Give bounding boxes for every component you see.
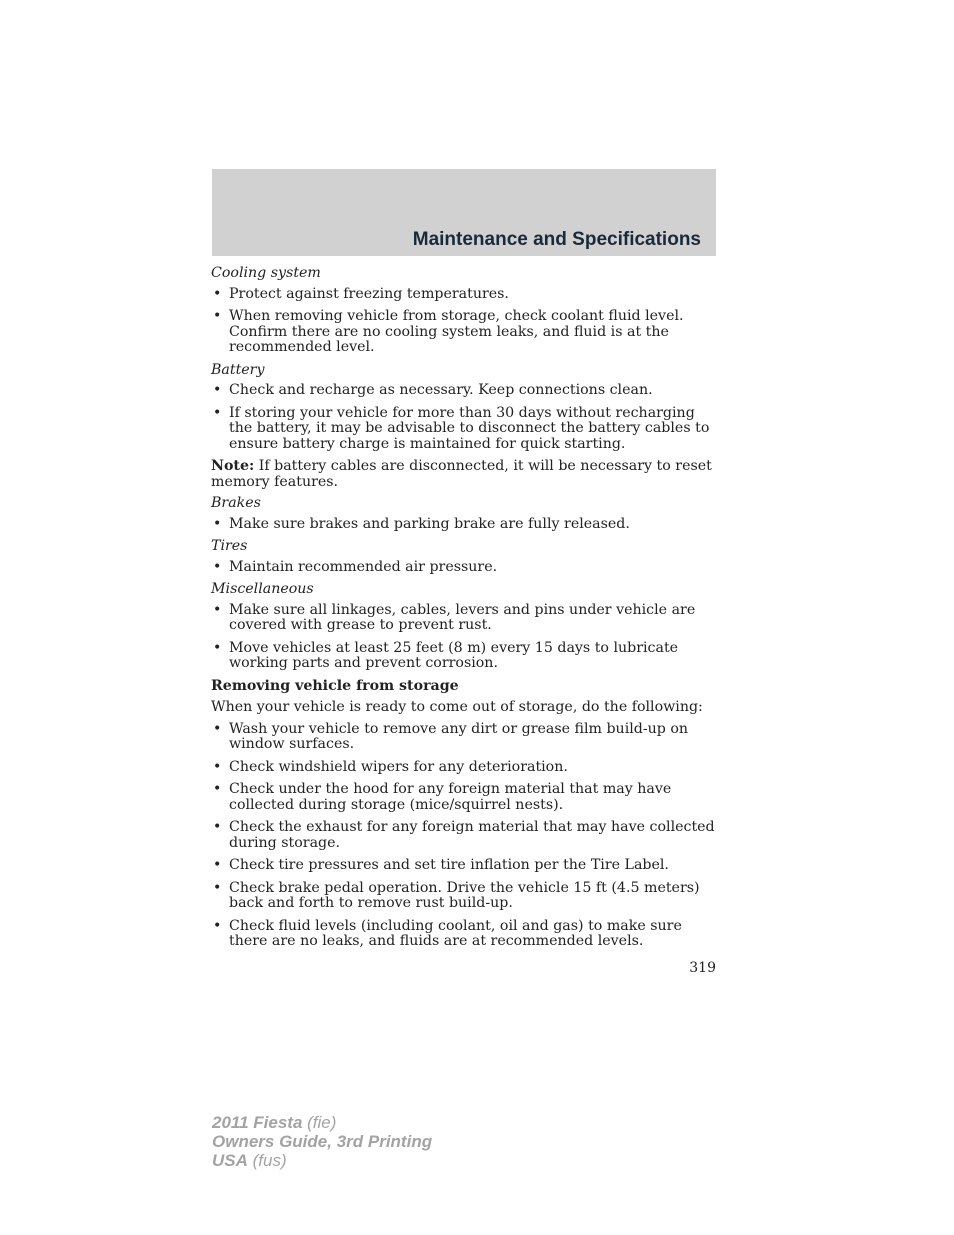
list-item: • Check fluid levels (including coolant, oil and gas) to make sure there are no leaks, and fluids are at recommended levels. xyxy=(211,919,717,950)
brakes-list xyxy=(211,517,717,533)
battery-list xyxy=(211,383,717,452)
misc-heading: Miscellaneous xyxy=(211,581,314,597)
removing-list xyxy=(211,722,717,950)
list-item: • Check and recharge as necessary. Keep connections clean. xyxy=(211,383,717,399)
footer-line-2 xyxy=(212,1132,432,1151)
footer-market: USA xyxy=(212,1151,248,1170)
list-item: • Check the exhaust for any foreign material that may have collected during storage. xyxy=(211,820,717,851)
list-item: • Make sure brakes and parking brake are fully released. xyxy=(211,517,717,533)
list-item: • Make sure all linkages, cables, levers and pins under vehicle are covered with grease to prevent rust. xyxy=(211,603,717,634)
note-label: Note: xyxy=(211,458,255,474)
list-item: • Check brake pedal operation. Drive the vehicle 15 ft (4.5 meters) back and forth to remove rust build-up. xyxy=(211,881,717,912)
page-number: 319 xyxy=(689,960,716,976)
cooling-heading: Cooling system xyxy=(211,265,321,281)
list-item: • If storing your vehicle for more than 30 days without recharging the battery, it may be advisable to disconnect the battery cables to ensure battery charge is maintained for quick starting. xyxy=(211,406,717,453)
list-item: • Check windshield wipers for any deterioration. xyxy=(211,760,717,776)
list-item: • When removing vehicle from storage, check coolant fluid level. Confirm there are no cooling system leaks, and fluid is at the recommended level. xyxy=(211,309,717,356)
removing-heading: Removing vehicle from storage xyxy=(211,677,459,694)
cooling-list xyxy=(211,287,717,356)
list-item: • Maintain recommended air pressure. xyxy=(211,560,717,576)
list-item: • Protect against freezing temperatures. xyxy=(211,287,717,303)
footer-guide: Owners Guide, 3rd Printing xyxy=(212,1132,433,1151)
battery-heading: Battery xyxy=(211,361,265,378)
brakes-heading: Brakes xyxy=(211,495,261,511)
tires-list xyxy=(211,560,717,576)
section-title: Maintenance and Specifications xyxy=(412,229,701,250)
footer-market-code: (fus) xyxy=(247,1151,287,1170)
document-footer xyxy=(212,1113,432,1170)
section-header-band xyxy=(212,169,716,256)
footer-model-code: (fie) xyxy=(302,1113,337,1132)
page-content xyxy=(211,266,717,957)
misc-list xyxy=(211,603,717,672)
footer-line-3 xyxy=(212,1151,432,1170)
tires-heading: Tires xyxy=(211,538,248,554)
list-item: • Wash your vehicle to remove any dirt or grease film build-up on window surfaces. xyxy=(211,722,717,753)
list-item: • Check tire pressures and set tire inflation per the Tire Label. xyxy=(211,858,717,874)
list-item: • Move vehicles at least 25 feet (8 m) every 15 days to lubricate working parts and prevent corrosion. xyxy=(211,641,717,672)
note-text: If battery cables are disconnected, it will be necessary to reset memory features. xyxy=(211,458,712,490)
list-item: • Check under the hood for any foreign material that may have collected during storage (mice/squirrel nests). xyxy=(211,782,717,813)
battery-note xyxy=(211,459,717,490)
footer-line-1 xyxy=(212,1113,432,1132)
footer-model: 2011 Fiesta xyxy=(212,1113,303,1132)
removing-intro: When your vehicle is ready to come out of storage, do the following: xyxy=(211,699,703,715)
